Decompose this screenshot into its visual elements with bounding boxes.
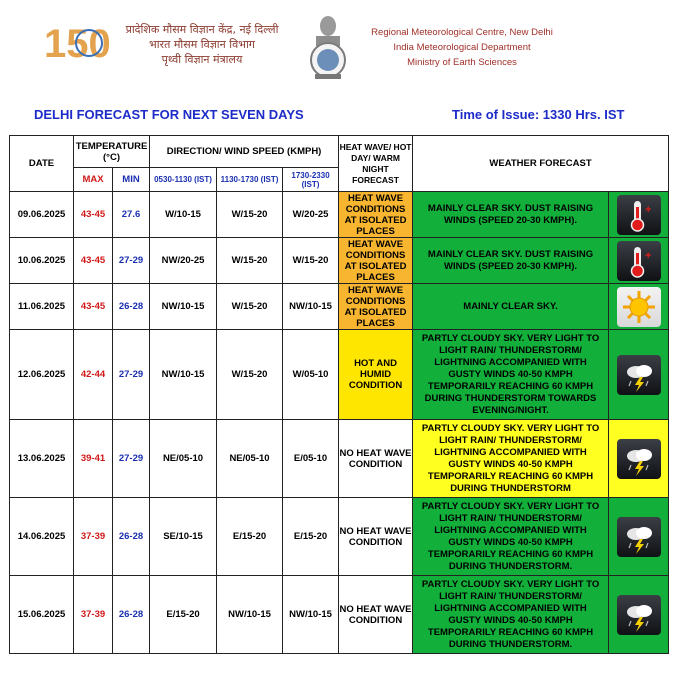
- cell-date: 10.06.2025: [10, 238, 74, 284]
- cell-wind-slot-2: W/15-20: [217, 284, 283, 330]
- page-header: [0, 0, 680, 100]
- cell-max: 43-45: [74, 284, 113, 330]
- hindi-org-name: [116, 22, 288, 67]
- cell-min: 27.6: [113, 192, 150, 238]
- cell-max: 42-44: [74, 330, 113, 420]
- cell-wind-slot-2: NE/05-10: [217, 420, 283, 498]
- cell-wind-slot-3: W/05-10: [283, 330, 339, 420]
- cell-date: 11.06.2025: [10, 284, 74, 330]
- imd-150-years-logo: [42, 13, 112, 71]
- forecast-text: MAINLY CLEAR SKY. DUST RAISING WINDS (SPEED 20-30 KMPH).: [427, 202, 594, 226]
- cell-max: 43-45: [74, 192, 113, 238]
- cell-forecast: [413, 284, 609, 330]
- svg-text:+: +: [644, 249, 651, 262]
- cell-wind-slot-2: W/15-20: [217, 192, 283, 238]
- cell-forecast: [413, 330, 609, 420]
- cell-date: 13.06.2025: [10, 420, 74, 498]
- table-row: [10, 420, 669, 498]
- cell-max: 39-41: [74, 420, 113, 498]
- page-title: DELHI FORECAST FOR NEXT SEVEN DAYS: [34, 107, 304, 122]
- cell-wind-slot-1: NE/05-10: [150, 420, 217, 498]
- cell-wind-slot-1: E/15-20: [150, 576, 217, 654]
- col-header-slot-3: 1730-2330 (IST): [283, 168, 339, 192]
- thermometer-icon: [617, 195, 661, 235]
- cell-min: 27-29: [113, 238, 150, 284]
- cell-wind-slot-2: E/15-20: [217, 498, 283, 576]
- cell-min: 27-29: [113, 330, 150, 420]
- col-header-heatwave: HEAT WAVE/ HOT DAY/ WARM NIGHT FORECAST: [339, 136, 413, 192]
- english-org-name: [352, 25, 572, 70]
- cell-heatwave: HEAT WAVE CONDITIONS AT ISOLATED PLACES: [339, 284, 413, 330]
- cell-heatwave: NO HEAT WAVE CONDITION: [339, 498, 413, 576]
- issue-time: Time of Issue: 1330 Hrs. IST: [452, 107, 625, 122]
- cell-heatwave: HOT AND HUMID CONDITION: [339, 330, 413, 420]
- cell-wind-slot-3: W/20-25: [283, 192, 339, 238]
- cell-weather-icon: [609, 238, 669, 284]
- table-row: [10, 576, 669, 654]
- svg-text:+: +: [644, 203, 651, 216]
- col-header-temperature: TEMPERATURE (°C): [74, 136, 150, 168]
- forecast-text: PARTLY CLOUDY SKY. VERY LIGHT TO LIGHT RAIN/ THUNDERSTORM/ LIGHTNING ACCOMPANIED WITH GUSTY WINDS 40-50 KMPH TEMPORARILY REACHING 60 KMPH DURING THUNDERSTORM.: [421, 500, 600, 572]
- forecast-text: PARTLY CLOUDY SKY. VERY LIGHT TO LIGHT RAIN/ THUNDERSTORM/ LIGHTNING ACCOMPANIED WITH GUSTY WINDS 40-50 KMPH TEMPORARILY REACHING 60 KMPH DURING THUNDERSTORM: [421, 422, 600, 494]
- header-row-1: [10, 136, 669, 168]
- cell-wind-slot-1: SE/10-15: [150, 498, 217, 576]
- hindi-line-2: भारत मौसम विज्ञान विभाग: [149, 38, 255, 51]
- cell-wind-slot-3: E/15-20: [283, 498, 339, 576]
- col-header-wind: DIRECTION/ WIND SPEED (KMPH): [150, 136, 339, 168]
- hindi-line-3: पृथ्वी विज्ञान मंत्रालय: [161, 53, 243, 66]
- cell-wind-slot-2: W/15-20: [217, 238, 283, 284]
- thunderstorm-icon: [617, 355, 661, 395]
- cell-weather-icon: [609, 498, 669, 576]
- forecast-table: [9, 135, 669, 654]
- cell-forecast: [413, 420, 609, 498]
- cell-wind-slot-1: W/10-15: [150, 192, 217, 238]
- cell-wind-slot-2: NW/10-15: [217, 576, 283, 654]
- title-bar: [0, 104, 680, 128]
- svg-text:150: 150: [44, 22, 111, 66]
- cell-heatwave: HEAT WAVE CONDITIONS AT ISOLATED PLACES: [339, 192, 413, 238]
- cell-wind-slot-1: NW/20-25: [150, 238, 217, 284]
- col-header-slot-2: 1130-1730 (IST): [217, 168, 283, 192]
- cell-forecast: [413, 498, 609, 576]
- table-row: [10, 284, 669, 330]
- hindi-line-1: प्रादेशिक मौसम विज्ञान केंद्र, नई दिल्ली: [125, 23, 279, 36]
- cell-wind-slot-3: W/15-20: [283, 238, 339, 284]
- cell-min: 26-28: [113, 498, 150, 576]
- english-line-3: Ministry of Earth Sciences: [407, 57, 517, 68]
- english-line-1: Regional Meteorological Centre, New Delhi: [371, 27, 553, 38]
- cell-heatwave: NO HEAT WAVE CONDITION: [339, 420, 413, 498]
- cell-weather-icon: [609, 420, 669, 498]
- cell-wind-slot-3: E/05-10: [283, 420, 339, 498]
- table-row: [10, 238, 669, 284]
- cell-heatwave: NO HEAT WAVE CONDITION: [339, 576, 413, 654]
- cell-max: 43-45: [74, 238, 113, 284]
- cell-weather-icon: [609, 330, 669, 420]
- cell-wind-slot-3: NW/10-15: [283, 284, 339, 330]
- cell-wind-slot-2: W/15-20: [217, 330, 283, 420]
- col-header-forecast: WEATHER FORECAST: [413, 136, 669, 192]
- cell-min: 26-28: [113, 576, 150, 654]
- cell-min: 27-29: [113, 420, 150, 498]
- col-header-min: MIN: [113, 168, 150, 192]
- forecast-text: PARTLY CLOUDY SKY. VERY LIGHT TO LIGHT RAIN/ THUNDERSTORM/ LIGHTNING ACCOMPANIED WITH GUSTY WINDS 40-50 KMPH TEMPORARILY REACHING 60 KMPH DURING THUNDERSTORM TOWARDS EVENING/NIGHT.: [421, 332, 600, 416]
- cell-max: 37-39: [74, 498, 113, 576]
- cell-wind-slot-1: NW/10-15: [150, 330, 217, 420]
- table-row: [10, 498, 669, 576]
- col-header-max: MAX: [74, 168, 113, 192]
- cell-forecast: [413, 238, 609, 284]
- cell-weather-icon: [609, 576, 669, 654]
- cell-date: 12.06.2025: [10, 330, 74, 420]
- forecast-text: PARTLY CLOUDY SKY. VERY LIGHT TO LIGHT RAIN/ THUNDERSTORM/ LIGHTNING ACCOMPANIED WITH GUSTY WINDS 40-50 KMPH TEMPORARILY REACHING 60 KMPH DURING THUNDERSTORM.: [421, 578, 600, 650]
- thunderstorm-icon: [617, 517, 661, 557]
- cell-date: 09.06.2025: [10, 192, 74, 238]
- cell-date: 15.06.2025: [10, 576, 74, 654]
- cell-wind-slot-1: NW/10-15: [150, 284, 217, 330]
- national-emblem-icon: [302, 12, 354, 82]
- col-header-date: DATE: [10, 136, 74, 192]
- cell-heatwave: HEAT WAVE CONDITIONS AT ISOLATED PLACES: [339, 238, 413, 284]
- cell-forecast: [413, 192, 609, 238]
- english-line-2: India Meteorological Department: [393, 42, 531, 53]
- cell-date: 14.06.2025: [10, 498, 74, 576]
- cell-weather-icon: [609, 284, 669, 330]
- sun-icon: [617, 287, 661, 327]
- table-row: [10, 192, 669, 238]
- forecast-text: MAINLY CLEAR SKY. DUST RAISING WINDS (SPEED 20-30 KMPH).: [427, 248, 594, 272]
- table-row: [10, 330, 669, 420]
- cell-max: 37-39: [74, 576, 113, 654]
- forecast-text: MAINLY CLEAR SKY.: [463, 300, 558, 312]
- cell-weather-icon: [609, 192, 669, 238]
- cell-min: 26-28: [113, 284, 150, 330]
- thunderstorm-icon: [617, 439, 661, 479]
- thunderstorm-icon: [617, 595, 661, 635]
- thermometer-icon: [617, 241, 661, 281]
- cell-wind-slot-3: NW/10-15: [283, 576, 339, 654]
- cell-forecast: [413, 576, 609, 654]
- col-header-slot-1: 0530-1130 (IST): [150, 168, 217, 192]
